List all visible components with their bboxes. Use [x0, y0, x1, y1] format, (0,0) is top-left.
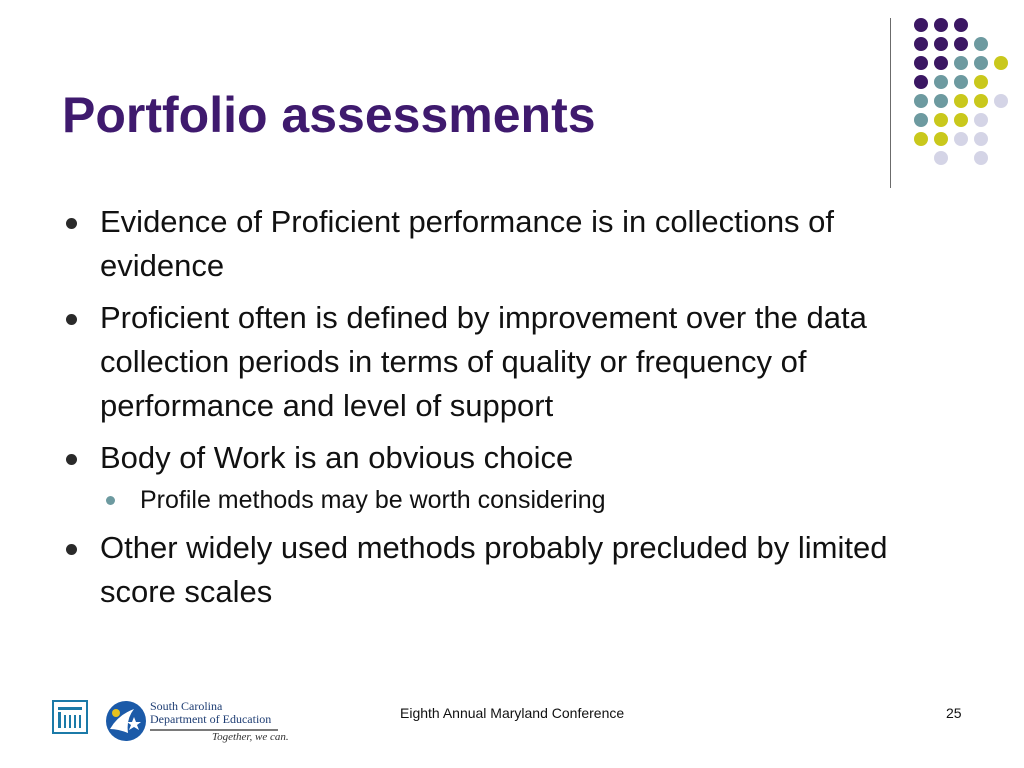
- decorative-dot: [974, 132, 988, 146]
- decorative-dot: [914, 113, 928, 127]
- decorative-dot: [914, 94, 928, 108]
- title-divider-line: [890, 18, 891, 188]
- decorative-dot: [954, 132, 968, 146]
- decorative-dot: [974, 56, 988, 70]
- decorative-dot: [974, 94, 988, 108]
- decorative-dot-grid: [904, 12, 1014, 172]
- building-logo-icon: [52, 700, 88, 734]
- decorative-dot: [914, 75, 928, 89]
- decorative-dot: [954, 94, 968, 108]
- decorative-dot: [954, 75, 968, 89]
- decorative-dot: [974, 113, 988, 127]
- decorative-dot: [934, 94, 948, 108]
- logo-line-1: South Carolina: [150, 699, 223, 713]
- decorative-dot: [954, 113, 968, 127]
- logo-tagline: Together, we can.: [212, 731, 289, 743]
- decorative-dot: [934, 18, 948, 32]
- slide-title: Portfolio assessments: [62, 87, 596, 143]
- logo-line-2: Department of Education: [150, 712, 272, 726]
- decorative-dot: [914, 56, 928, 70]
- bullet-list: [62, 200, 962, 622]
- decorative-dot: [914, 132, 928, 146]
- decorative-dot: [954, 56, 968, 70]
- decorative-dot: [974, 151, 988, 165]
- decorative-dot: [994, 56, 1008, 70]
- footer-conference-text: Eighth Annual Maryland Conference: [400, 705, 625, 721]
- bullet-item: Other widely used methods probably precluded by limited score scales: [62, 526, 962, 614]
- decorative-dot: [994, 94, 1008, 108]
- decorative-dot: [954, 18, 968, 32]
- decorative-dot: [934, 151, 948, 165]
- bullet-item: Body of Work is an obvious choice: [62, 436, 962, 480]
- decorative-dot: [934, 132, 948, 146]
- decorative-dot: [934, 37, 948, 51]
- department-logo-text: [150, 700, 278, 735]
- decorative-dot: [934, 113, 948, 127]
- decorative-dot: [934, 56, 948, 70]
- decorative-dot: [974, 37, 988, 51]
- slide-number: 25: [946, 705, 962, 721]
- bullet-item: Proficient often is defined by improvement over the data collection periods in terms of quality or frequency of performance and level of support: [62, 296, 962, 428]
- decorative-dot: [914, 37, 928, 51]
- state-star-logo-icon: [104, 699, 148, 743]
- decorative-dot: [974, 75, 988, 89]
- sub-bullet-item: Profile methods may be worth considering: [62, 482, 962, 518]
- decorative-dot: [914, 18, 928, 32]
- decorative-dot: [934, 75, 948, 89]
- bullet-item: Evidence of Proficient performance is in collections of evidence: [62, 200, 962, 288]
- decorative-dot: [954, 37, 968, 51]
